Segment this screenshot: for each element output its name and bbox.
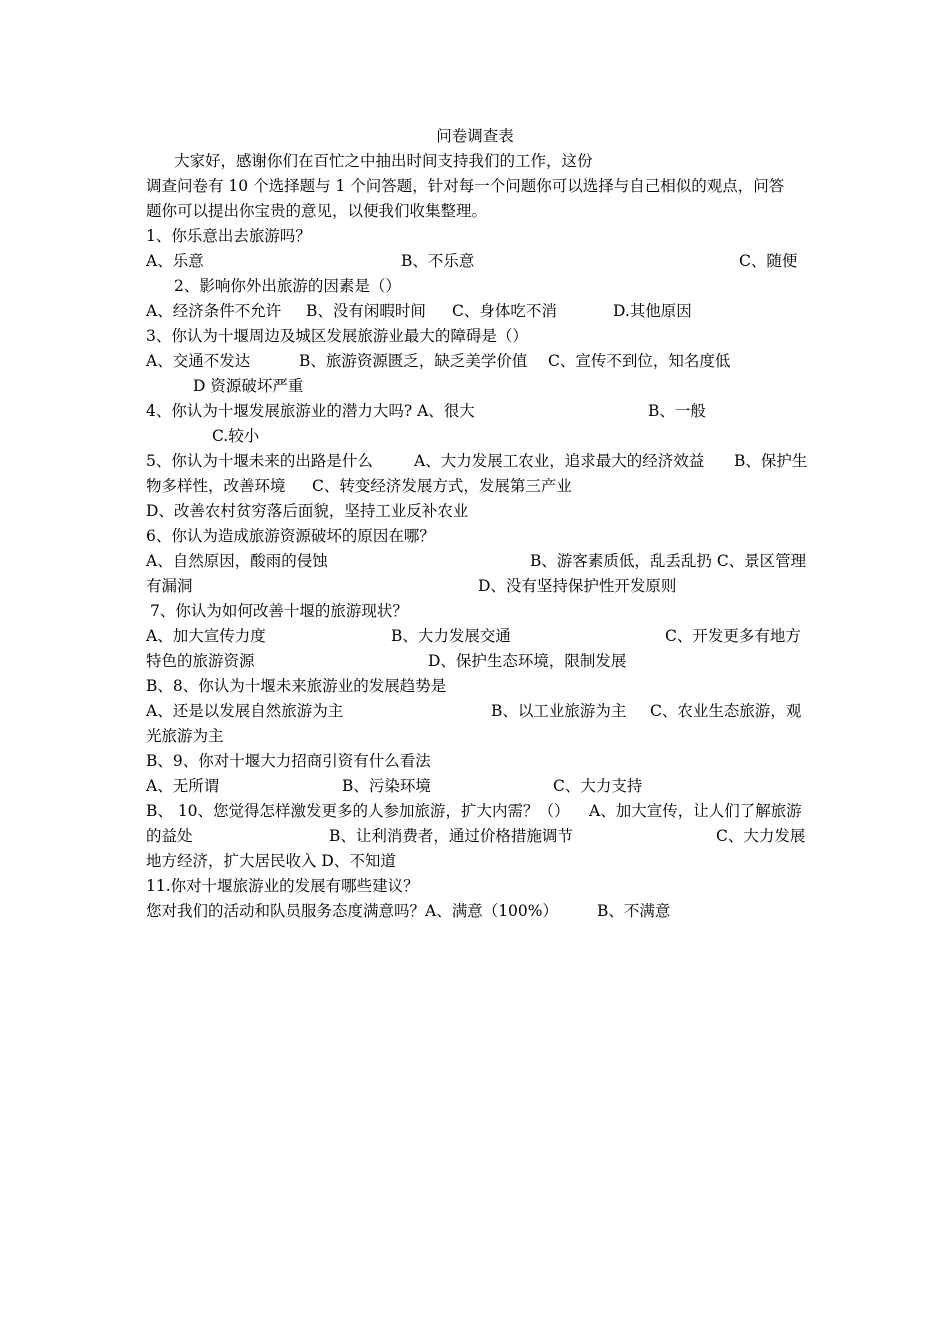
q3-option-b: B、旅游资源匮乏，缺乏美学价值 [299,352,528,370]
intro-line-3: 题你可以提出你宝贵的意见，以便我们收集整理。 [146,202,488,220]
q8-option-c: C、农业生态旅游，观 [650,702,802,720]
q5-option-c: C、转变经济发展方式，发展第三产业 [312,477,572,495]
q5-option-d: D、改善农村贫穷落后面貌，坚持工业反补农业 [146,502,469,520]
q2-option-b: B、没有闲暇时间 [306,302,426,320]
question-7: 7、你认为如何改善十堰的旅游现状？ [150,602,408,620]
q6-option-d: D、没有坚持保护性开发原则 [478,577,677,595]
q1-option-b: B、不乐意 [401,252,475,270]
q3-option-a: A、交通不发达 [146,352,251,370]
q2-option-d: D.其他原因 [613,302,692,320]
question-9: B、9、你对十堰大力招商引资有什么看法 [146,752,431,770]
q10-option-c: C、大力发展 [716,827,806,845]
q7-option-d: D、保护生态环境，限制发展 [428,652,627,670]
q6-option-a: A、自然原因，酸雨的侵蚀 [146,552,328,570]
q3-option-c: C、宣传不到位，知名度低 [548,352,731,370]
intro-line-1: 大家好，感谢你们在百忙之中抽出时间支持我们的工作，这份 [174,152,593,170]
q3-option-d: D 资源破坏严重 [193,377,304,395]
q8-option-c-cont: 光旅游为主 [146,727,224,745]
question-11: 11.你对十堰旅游业的发展有哪些建议？ [146,877,419,895]
q9-option-c: C、大力支持 [553,777,643,795]
question-10: B、 10、您觉得怎样激发更多的人参加旅游，扩大内需？（） [146,802,570,820]
q10-option-b: B、让利消费者，通过价格措施调节 [329,827,573,845]
q5-option-b-cont: 物多样性，改善环境 [146,477,286,495]
satisfaction-option-b: B、不满意 [597,902,671,920]
question-1: 1、你乐意出去旅游吗？ [146,227,311,245]
q7-option-c: C、开发更多有地方 [665,627,801,645]
q7-option-b: B、大力发展交通 [391,627,511,645]
question-4: 4、你认为十堰发展旅游业的潜力大吗? A、很大 [146,402,475,420]
q10-option-a: A、加大宣传，让人们了解旅游 [589,802,802,820]
question-5: 5、你认为十堰未来的出路是什么 [146,452,373,470]
q7-option-a: A、加大宣传力度 [146,627,266,645]
satisfaction-question: 您对我们的活动和队员服务态度满意吗？A、满意（100%） [146,902,559,920]
q5-option-b: B、保护生 [734,452,808,470]
q4-option-c: C.较小 [212,427,260,445]
q4-option-b: B、一般 [648,402,706,420]
q1-option-c: C、随便 [739,252,798,270]
q6-option-c-cont: 有漏洞 [146,577,193,595]
q8-option-a: A、还是以发展自然旅游为主 [146,702,344,720]
question-2: 2、影响你外出旅游的因素是（） [174,277,401,295]
q10-option-a-cont: 的益处 [146,827,193,845]
question-8: B、8、你认为十堰未来旅游业的发展趋势是 [146,677,447,695]
q1-option-a: A、乐意 [146,252,204,270]
q5-option-a: A、大力发展工农业，追求最大的经济效益 [414,452,705,470]
question-3: 3、你认为十堰周边及城区发展旅游业最大的障碍是（） [146,327,528,345]
q10-option-cd: 地方经济，扩大居民收入 D、不知道 [146,852,396,870]
q2-option-a: A、经济条件不允许 [146,302,282,320]
q9-option-b: B、污染环境 [342,777,431,795]
question-6: 6、你认为造成旅游资源破坏的原因在哪？ [146,527,435,545]
q6-option-bc: B、游客素质低，乱丢乱扔 C、景区管理 [530,552,807,570]
q7-option-c-cont: 特色的旅游资源 [146,652,255,670]
q8-option-b: B、以工业旅游为主 [491,702,627,720]
page-title: 问卷调查表 [436,127,514,145]
q9-option-a: A、无所谓 [146,777,220,795]
q2-option-c: C、身体吃不消 [452,302,557,320]
intro-line-2: 调查问卷有 10 个选择题与 1 个问答题，针对每一个问题你可以选择与自己相似的观点，问答 [146,177,785,195]
